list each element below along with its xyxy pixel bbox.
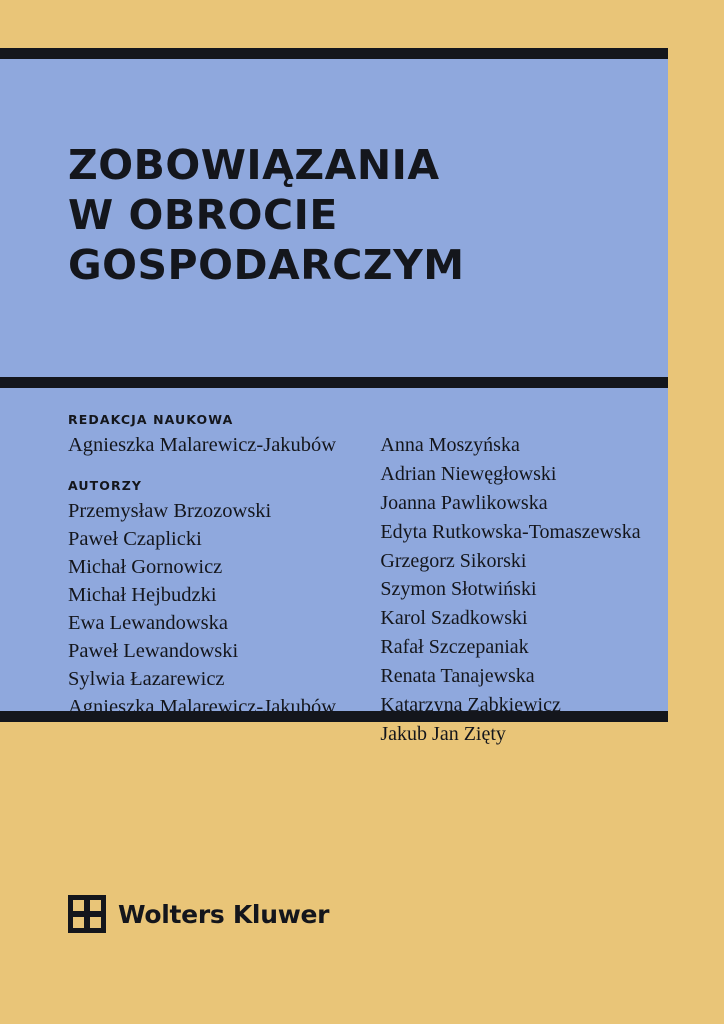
list-item: Szymon Słotwiński <box>380 578 537 601</box>
divider-top <box>0 48 668 59</box>
list-item: Renata Tanajewska <box>380 665 535 688</box>
list-item: Paweł Czaplicki <box>68 527 202 550</box>
title-line-1: ZOBOWIĄZANIA <box>68 141 440 189</box>
list-item: Jakub Jan Zięty <box>380 722 506 745</box>
book-title <box>68 140 628 290</box>
list-item: Ewa Lewandowska <box>68 611 228 634</box>
editor-section-label: REDAKCJA NAUKOWA <box>68 412 234 427</box>
list-item: Katarzyna Ząbkiewicz <box>380 694 561 717</box>
title-line-2: W OBROCIE <box>68 191 338 240</box>
list-item: Joanna Pawlikowska <box>380 491 548 514</box>
list-item: Przemysław Brzozowski <box>68 499 272 522</box>
list-item: Michał Hejbudzki <box>68 583 217 606</box>
list-item: Grzegorz Sikorski <box>380 549 527 572</box>
list-item: Michał Gornowicz <box>68 555 223 578</box>
credits-block <box>68 412 668 752</box>
title-line-3: GOSPODARCZYM <box>68 241 465 290</box>
wolters-kluwer-logo-icon <box>68 895 106 933</box>
list-item: Anna Moszyńska <box>380 434 520 456</box>
list-item: Edyta Rutkowska-Tomaszewska <box>380 520 641 543</box>
publisher-name: Wolters Kluwer <box>118 899 330 929</box>
list-item: Rafał Szczepaniak <box>380 636 529 659</box>
divider-middle <box>0 377 668 388</box>
publisher-block <box>68 895 329 933</box>
list-item: Adrian Niewęgłowski <box>380 462 557 485</box>
list-item: Karol Szadkowski <box>380 607 528 630</box>
list-item: Sylwia Łazarewicz <box>68 667 225 690</box>
editor-name: Agnieszka Malarewicz-Jakubów <box>68 434 337 456</box>
credits-column-right <box>380 412 668 752</box>
list-item: Paweł Lewandowski <box>68 639 239 662</box>
credits-column-left <box>68 412 380 752</box>
authors-section-label: AUTORZY <box>68 477 143 493</box>
list-item: Agnieszka Malarewicz-Jakubów <box>68 695 337 718</box>
